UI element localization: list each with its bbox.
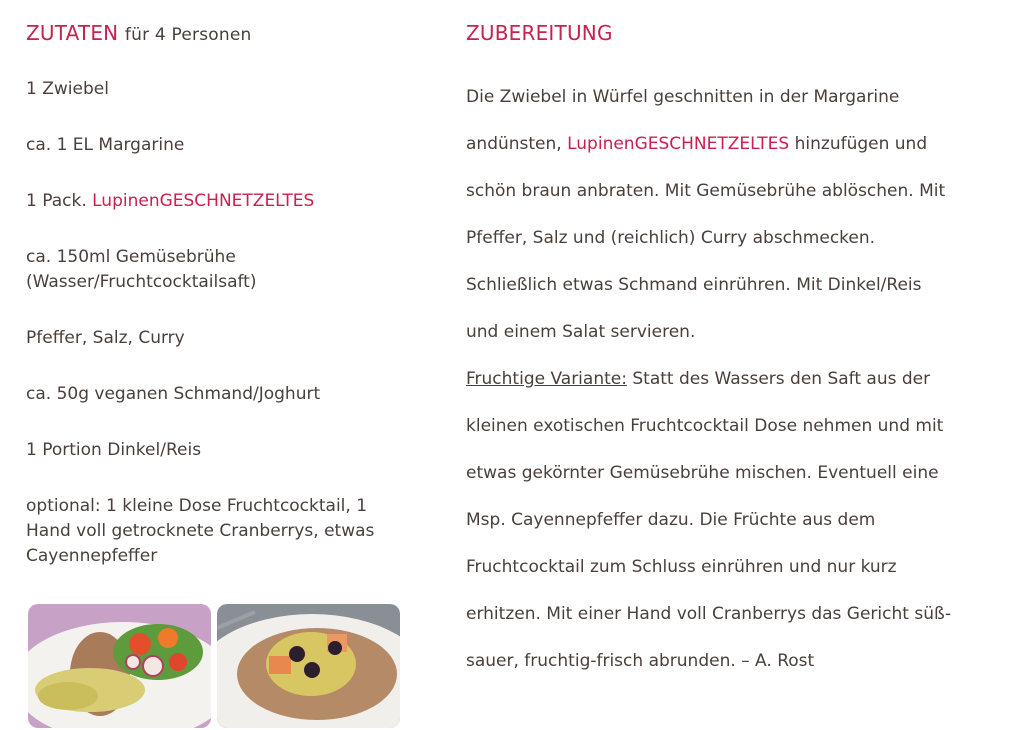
preparation-line: etwas gekörnter Gemüsebrühe mischen. Eventuell eine [466,463,939,483]
preparation-line: kleinen exotischen Fruchtcocktail Dose nehmen und mit [466,416,944,436]
ingredient-item [26,494,416,569]
product-link[interactable]: LupinenGESCHNETZELTES [92,191,315,211]
preparation-line: Pfeffer, Salz und (reichlich) Curry abschmecken. [466,228,876,248]
preparation-line: Die Zwiebel in Würfel geschnitten in der Margarine [466,87,900,107]
preparation-line: Fruchtcocktail zum Schluss einrühren und nur kurz [466,557,897,577]
preparation-line: erhitzen. Mit einer Hand voll Cranberrys das Gericht süß- [466,604,952,624]
dish-photos [28,604,400,728]
preparation-column [466,18,1006,685]
preparation-line: Fruchtige Variante: Statt des Wassers den Saft aus der [466,369,931,389]
preparation-line: Schließlich etwas Schmand einrühren. Mit Dinkel/Reis [466,275,922,295]
ingredient-line: Cayennepfeffer [26,546,158,566]
product-link[interactable]: LupinenGESCHNETZELTES [567,134,790,154]
ingredient-item [26,245,416,295]
ingredient-item: 1 Portion Dinkel/Reis [26,440,202,460]
preparation-text [466,74,1006,685]
preparation-line: andünsten, LupinenGESCHNETZELTES hinzufügen und [466,134,928,154]
ingredient-item: ca. 50g veganen Schmand/Joghurt [26,384,321,404]
ingredient-line: optional: 1 kleine Dose Fruchtcocktail, 1 [26,496,368,516]
servings-label: für 4 Personen [124,25,252,45]
ingredient-line: ca. 150ml Gemüsebrühe [26,247,236,267]
ingredient-line: (Wasser/Fruchtcocktailsaft) [26,272,257,292]
dish-photo-fruit [217,604,400,728]
ingredient-item: Pfeffer, Salz, Curry [26,328,185,348]
ingredients-heading [26,18,416,50]
ingredient-item: 1 Pack. LupinenGESCHNETZELTES [26,191,315,211]
variant-label: Fruchtige Variante: [466,369,627,389]
preparation-line: und einem Salat servieren. [466,322,696,342]
preparation-heading: ZUBEREITUNG [466,21,613,45]
ingredient-item: ca. 1 EL Margarine [26,135,185,155]
ingredient-line: Hand voll getrocknete Cranberrys, etwas [26,521,375,541]
ingredients-title: ZUTATEN [26,21,119,45]
preparation-line: sauer, fruchtig-frisch abrunden. – A. Rost [466,651,815,671]
preparation-line: schön braun anbraten. Mit Gemüsebrühe ablöschen. Mit [466,181,946,201]
dish-photo-salad [28,604,211,728]
ingredient-item: 1 Zwiebel [26,79,109,99]
preparation-line: Msp. Cayennepfeffer dazu. Die Früchte aus dem [466,510,876,530]
ingredients-column [26,18,416,569]
